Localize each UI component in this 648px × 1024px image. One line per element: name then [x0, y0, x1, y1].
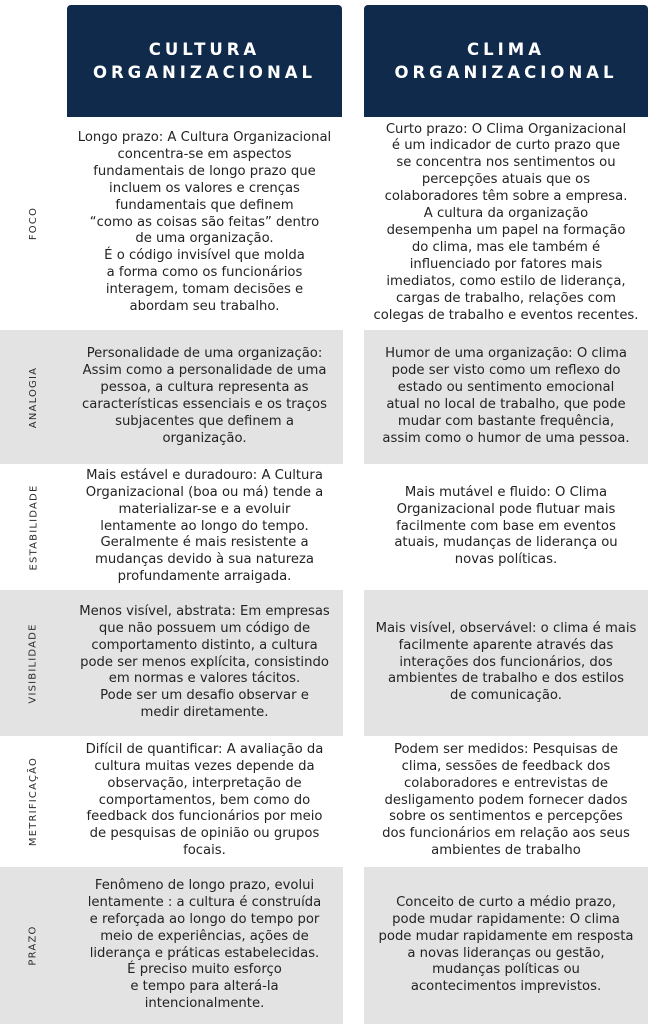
header-cultura [67, 5, 342, 117]
header-clima-label: CLIMA ORGANIZACIONAL [394, 40, 618, 82]
row-label-foco: FOCO [28, 206, 39, 240]
header-clima [364, 5, 648, 117]
row-metrificacao [0, 736, 648, 866]
cell-clima-visibilidade: Mais visível, observável: o clima é mais facilmente aparente através das interações dos funcionários, dos ambientes de trabalho e dos estilos de comunicação. [375, 620, 637, 704]
cell-cultura-analogia: Personalidade de uma organização: Assim como a personalidade de uma pessoa, a cultura representa as características essenciais e os traços subjacentes que definem a organização. [82, 346, 327, 446]
row-analogia [0, 330, 648, 464]
cell-cultura-estabilidade: Mais estável e duradouro: A Cultura Organizacional (boa ou má) tende a materializar-se e a evoluir lentamente ao longo do tempo. Geralmente é mais resistente a mudanças devido à sua natureza profundamente arraigada. [67, 464, 342, 590]
row-foco [0, 117, 648, 329]
cell-cultura-foco: Longo prazo: A Cultura Organizacional concentra-se em aspectos fundamentais de longo prazo que incluem os valores e crenças fundamentais que definem “como as coisas são feitas” dentro de uma organização. É o código invisível que molda a forma como os funcionários interagem, tomam decisões e abordam seu trabalho. [67, 117, 342, 329]
cell-clima-analogia: Humor de uma organização: O clima pode ser visto como um reflexo do estado ou sentimento emocional atual no local de trabalho, que pode mudar com bastante frequência, assim como o humor de uma pessoa. [382, 346, 630, 446]
row-label-visibilidade: VISIBILIDADE [28, 622, 40, 704]
cell-cultura-metrificacao: Difícil de quantificar: A avaliação da cultura muitas vezes depende da observação, interpretação de comportamentos, bem como do feedback dos funcionários por meio de pesquisas de opinião ou grupos focais. [67, 736, 342, 866]
cell-cultura-prazo: Fenômeno de longo prazo, evolui lentamente : a cultura é construída e reforçada ao longo do tempo por meio de experiências, ações de liderança e práticas estabelecidas. É preciso muito esforço e tempo para alterá-la intencionalmente. [87, 877, 322, 1012]
row-label-estabilidade: ESTABILIDADE [28, 484, 40, 570]
cell-clima-estabilidade: Mais mutável e fluido: O Clima Organizacional pode flutuar mais facilmente com base em eventos atuais, mudanças de liderança ou novas políticas. [364, 464, 648, 590]
row-prazo [0, 867, 648, 1024]
cell-clima-foco: Curto prazo: O Clima Organizacional é um indicador de curto prazo que se concentra nos sentimentos ou percepções atuais que os colaboradores têm sobre a empresa. A cultura da organização desempenha um papel na formação do clima, mas ele também é influenciado por fatores mais imediatos, como estilo de liderança, cargas de trabalho, relações com colegas de trabalho e eventos recentes. [364, 117, 648, 329]
row-estabilidade [0, 464, 648, 590]
row-label-metrificacao: METRIFICAÇÃO [28, 756, 40, 846]
header-cultura-label: CULTURA ORGANIZACIONAL [92, 40, 317, 82]
cell-clima-prazo: Conceito de curto a médio prazo, pode mudar rapidamente: O clima pode mudar rapidamente em resposta a novas lideranças ou gestão, mudanças políticas ou acontecimentos imprevistos. [378, 894, 634, 995]
cell-clima-metrificacao: Podem ser medidos: Pesquisas de clima, sessões de feedback dos colaboradores e entrevistas de desligamento podem fornecer dados sobre os sentimentos e percepções dos funcionários em relação aos seus ambientes de trabalho [364, 736, 648, 866]
row-label-prazo: PRAZO [27, 925, 39, 966]
row-visibilidade [0, 590, 648, 736]
row-label-analogia: ANALOGIA [27, 366, 39, 428]
cell-cultura-visibilidade: Menos visível, abstrata: Em empresas que não possuem um código de comportamento distinto, a cultura pode ser menos explícita, consistindo em normas e valores tácitos. Pode ser um desafio observar e medir diretamente. [79, 603, 330, 721]
